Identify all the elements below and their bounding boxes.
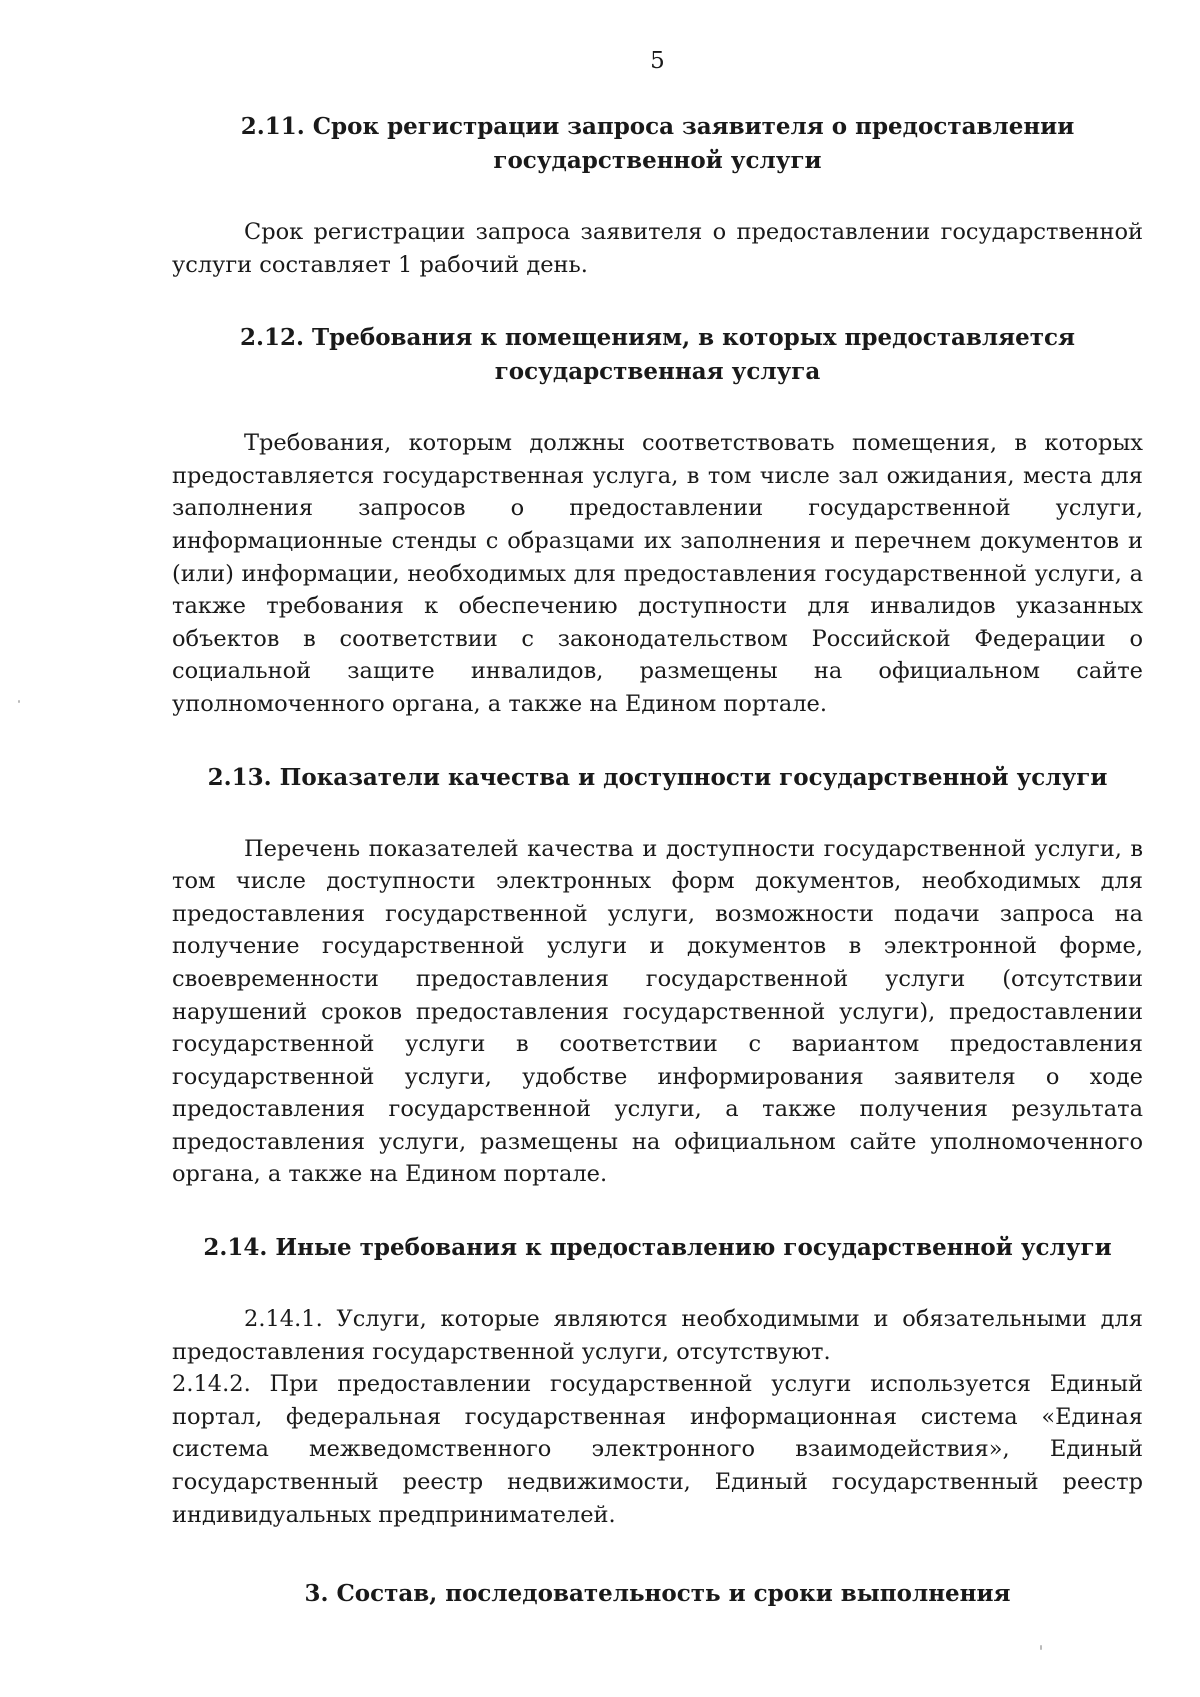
page-number: 5 — [650, 48, 665, 74]
section-2-12-paragraph: Требования, которым должны соответствовать помещения, в которых предоставляется государственная услуга, в том числе зал ожидания, места для заполнения запросов о предоставлении государственной услуги, информационные стенды с образцами их заполнения и перечнем документов и (или) информации, необходимых для предоставления государственной услуги, а также требования к обеспечению доступности для инвалидов указанных объектов в соответствии с законодательством Российской Федерации о социальной защите инвалидов, размещены на официальном сайте уполномоченного органа, а также на Едином портале. — [172, 430, 1143, 717]
scan-speck — [1040, 1645, 1042, 1650]
section-heading-2-13: 2.13. Показатели качества и доступности государственной услуги — [207, 763, 1108, 791]
section-2-11-paragraph: Срок регистрации запроса заявителя о предоставлении государственной услуги составляет 1 рабочий день. — [172, 219, 1143, 278]
scan-speck — [18, 700, 20, 703]
page-content — [172, 48, 1143, 1611]
section-heading-2-12: 2.12. Требования к помещениям, в которых предоставляется государственная услуга — [240, 324, 1075, 386]
section-heading-2-14: 2.14. Иные требования к предоставлению государственной услуги — [203, 1234, 1112, 1262]
section-heading-2-11: 2.11. Срок регистрации запроса заявителя о предоставлении государственной услуги — [240, 113, 1075, 174]
section-2-14-2-paragraph: 2.14.2. При предоставлении государственной услуги используется Единый портал, федеральная государственная информационная система «Единая система межведомственного электронного взаимодействия», Единый государственный реестр недвижимости, Единый государственный реестр индивидуальных предпринимателей. — [172, 1371, 1143, 1528]
section-2-14-1-paragraph: 2.14.1. Услуги, которые являются необходимыми и обязательными для предоставления государственной услуги, отсутствуют. — [172, 1306, 1143, 1365]
section-heading-3: 3. Состав, последовательность и сроки выполнения — [304, 1580, 1011, 1608]
section-2-13-paragraph: Перечень показателей качества и доступности государственной услуги, в том числе доступности электронных форм документов, необходимых для предоставления государственной услуги, возможности подачи запроса на получение государственной услуги и документов в электронной форме, своевременности предоставления государственной услуги (отсутствии нарушений сроков предоставления государственной услуги), предоставлении государственной услуги в соответствии с вариантом предоставления государственной услуги, удобстве информирования заявителя о ходе предоставления государственной услуги, а также получения результата предоставления услуги, размещены на официальном сайте уполномоченного органа, а также на Едином портале. — [172, 835, 1143, 1188]
